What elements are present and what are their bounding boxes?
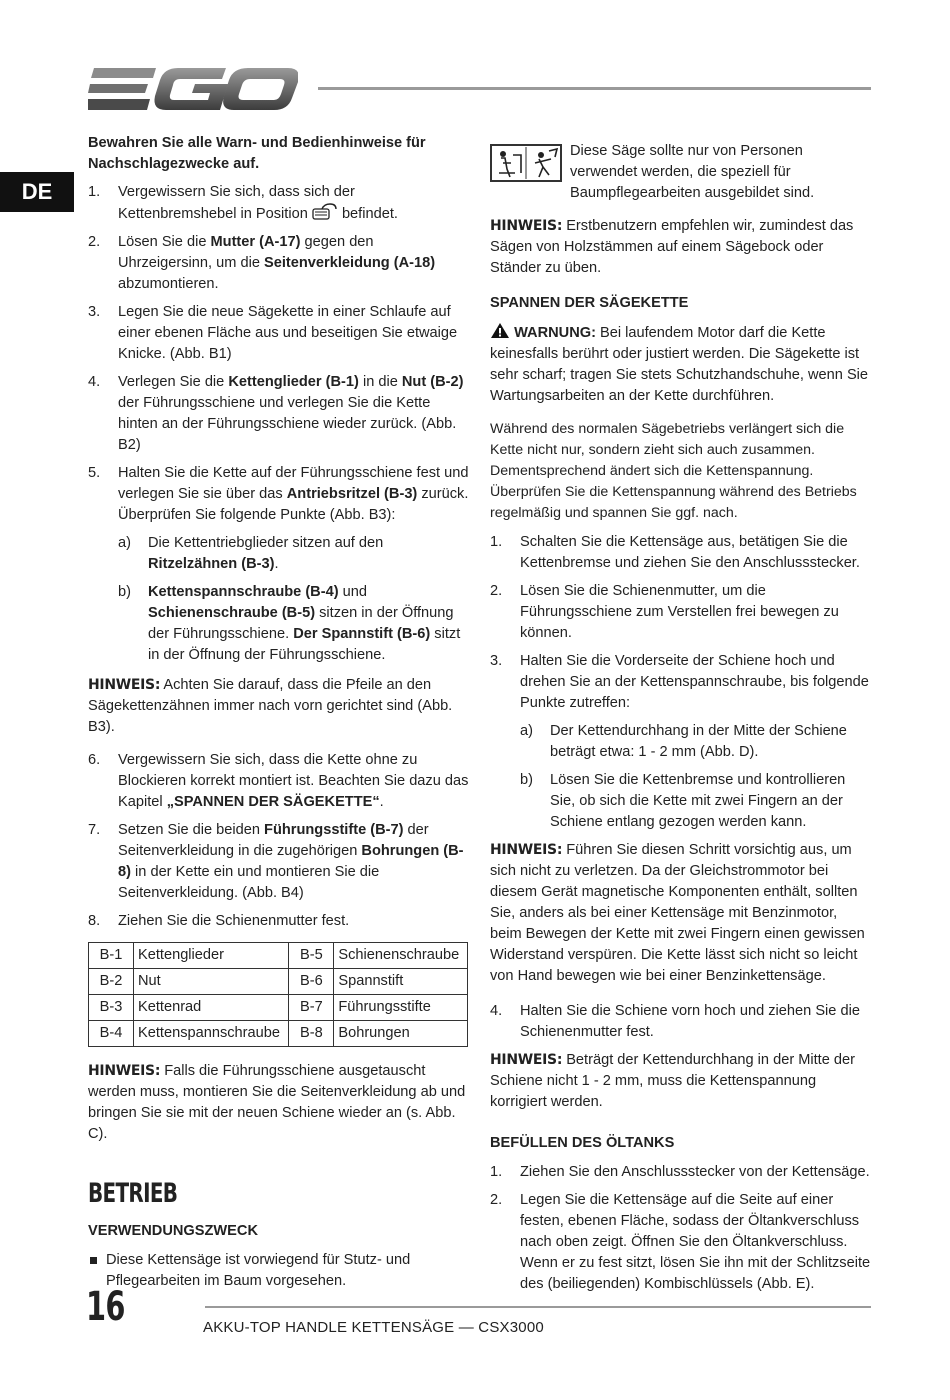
note-text: Falls die Führungsschiene ausgetauscht werden muss, montieren Sie die Seitenverkleidung ab und bringen Sie sie mit der neuen Schiene wieder an (s. Abb. C). [88, 1063, 466, 1142]
item-text: Halten Sie die Schiene vorn hoch und ziehen Sie die Schienenmutter fest. [520, 1003, 860, 1040]
note-text: Erstbenutzern empfehlen wir, zumindest das Sägen von Holzstämmen auf einem Sägebock oder Ständer zu üben. [490, 218, 854, 276]
item-text: sitzt in der Öffnung der Führungsschiene. [148, 626, 461, 663]
bold-term: Nut (B-2) [401, 374, 464, 390]
item-number: 1. [490, 534, 503, 550]
bold-term: Schienenschraube (B-5) [148, 605, 316, 621]
item-number: 8. [88, 913, 101, 929]
subheading-spannen: SPANNEN DER SÄGEKETTE [490, 295, 689, 311]
note-arrows [88, 675, 470, 738]
note-guide-bar [88, 1061, 470, 1145]
note-label: HINWEIS: [490, 1052, 563, 1068]
item-number: 2. [490, 583, 503, 599]
list-item [118, 582, 470, 666]
item-body [118, 304, 457, 362]
item-text: Halten Sie die Kette auf der Führungsschiene fest und verlegen Sie sie über das [118, 465, 469, 502]
list-item [88, 182, 470, 225]
note-label: HINWEIS: [490, 218, 563, 234]
list-item [88, 463, 470, 666]
item-number: 7. [88, 822, 101, 838]
note-label: HINWEIS: [88, 677, 161, 693]
item-body [118, 913, 349, 929]
warning-label: WARNUNG: [514, 325, 596, 341]
item-body: Ziehen Sie den Anschlussstecker von der Kettensäge. [520, 1164, 870, 1180]
table-row [89, 943, 468, 969]
item-body [118, 374, 464, 453]
parts-table [88, 942, 468, 1047]
list-item [520, 721, 872, 763]
footer-rule [205, 1306, 871, 1308]
language-tab: DE [0, 172, 74, 212]
sub-list [118, 533, 470, 666]
table-row [89, 1021, 468, 1047]
list-item [490, 1162, 872, 1183]
bold-term: Kettenglieder (B-1) [228, 374, 359, 390]
item-number: a) [520, 723, 533, 739]
note-chain-sag [490, 1050, 872, 1113]
item-text: Setzen Sie die beiden [118, 822, 265, 838]
item-number: 1. [88, 184, 101, 200]
item-text: in die [358, 374, 402, 390]
oil-steps [490, 1162, 872, 1295]
part-name-cell: Kettenglieder [134, 943, 289, 969]
right-column [490, 141, 872, 1302]
bold-term: Mutter (A-17) [210, 234, 301, 250]
part-code-cell: B-8 [289, 1021, 334, 1047]
list-item [88, 232, 470, 295]
item-body [148, 584, 460, 663]
item-number: 1. [490, 1164, 503, 1180]
arborist-warning [490, 141, 872, 204]
item-number: 6. [88, 752, 101, 768]
item-text: gegen den Uhrzeigersinn, um die [118, 234, 374, 271]
item-body: Schalten Sie die Kettensäge aus, betätigen Sie die Kettenbremse und ziehen Sie den Anschlussstecker. [520, 534, 860, 571]
note-text: Führen Sie diesen Schritt vorsichtig aus, um sich nicht zu verletzen. Da der Gleichstrommotor bei diesem Gerät magnetische Komponenten enthält, sollten Sie, anders als bei einer Kettensäge mit Benzinmotor, beim Bewegen der Kette mit zwei Fingern einen gewissen Widerstand verspüren. Die Kette lässt sich nicht so leicht von Hand bewegen wie bei einer Benzinkettensäge. [490, 842, 865, 984]
section-heading-betrieb: BETRIEB [88, 1178, 178, 1209]
part-name-cell: Schienenschraube [334, 943, 468, 969]
item-number: 4. [490, 1003, 503, 1019]
item-text: Ziehen Sie die Schienenmutter fest. [118, 913, 350, 929]
item-body [118, 234, 435, 292]
list-item [490, 651, 872, 833]
bold-term: Kettenspannschraube (B-4) [148, 584, 339, 600]
list-item [490, 581, 872, 644]
item-number: 2. [88, 234, 101, 250]
arborist-training-icon [490, 144, 562, 182]
part-name-cell: Bohrungen [334, 1021, 468, 1047]
item-text: Vergewissern Sie sich, dass die Kette ohne zu Blockieren korrekt montiert ist. Beachten Sie dazu das Kapitel [118, 752, 469, 810]
note-text: Achten Sie darauf, dass die Pfeile an den Sägekettenzähnen immer nach vorn gerichtet sind (Abb. B3). [88, 677, 453, 735]
item-number: b) [118, 584, 131, 600]
item-text: . [274, 556, 279, 572]
part-code-cell: B-6 [289, 969, 334, 995]
list-item [490, 532, 872, 574]
subheading-verwendungszweck: VERWENDUNGSZWECK [88, 1223, 258, 1239]
item-body [118, 184, 398, 222]
part-code-cell: B-7 [289, 995, 334, 1021]
table-row [89, 969, 468, 995]
bold-term: Führungsstifte (B-7) [264, 822, 404, 838]
list-item [88, 302, 470, 365]
ego-logo [88, 62, 298, 116]
part-code-cell: B-5 [289, 943, 334, 969]
item-number: b) [520, 772, 533, 788]
item-body: Legen Sie die Kettensäge auf die Seite auf einer festen, ebenen Fläche, sodass der Öltankverschluss nach oben zeigt. Öffnen Sie den Öltankverschluss. Wenn er zu fest sitzt, lösen Sie ihn mit der Schlitzseite des (beiliegenden) Kombischlüssels (Abb. E). [520, 1192, 871, 1292]
note-first-users [490, 216, 872, 279]
item-text: Lösen Sie die [118, 234, 211, 250]
note-label: HINWEIS: [490, 842, 563, 858]
item-text: befindet. [337, 206, 398, 222]
subheading-oeltank: BEFÜLLEN DES ÖLTANKS [490, 1135, 675, 1151]
item-body [118, 465, 468, 523]
list-item [88, 911, 470, 932]
item-text: in der Kette ein und montieren Sie die Seitenverkleidung. (Abb. B4) [118, 864, 380, 901]
warning-chain [490, 322, 872, 407]
item-text: und [338, 584, 367, 600]
footer-title: AKKU-TOP HANDLE KETTENSÄGE — CSX3000 [203, 1319, 544, 1336]
part-code-cell: B-4 [89, 1021, 134, 1047]
item-text: Verlegen Sie die [118, 374, 229, 390]
item-body [118, 822, 464, 901]
bold-term: „SPANNEN DER SÄGEKETTE“ [166, 794, 380, 810]
item-body: Lösen Sie die Schienenmutter, um die Führungsschiene zum Verstellen frei bewegen zu können. [520, 583, 839, 641]
item-body [148, 535, 383, 572]
warning-text: Bei laufendem Motor darf die Kette keinesfalls berührt oder justiert werden. Die Sägekette ist sehr scharf; tragen Sie stets Schutzhandschuhe, wenn Sie Wartungsarbeiten an der Kette durchführen. [490, 325, 869, 404]
page-number: 16 [86, 1284, 125, 1330]
bullet-square-icon [90, 1257, 97, 1264]
list-item [490, 1001, 872, 1043]
table-row [89, 995, 468, 1021]
part-name-cell: Kettenrad [134, 995, 289, 1021]
list-item [118, 533, 470, 575]
item-text: . [379, 794, 384, 810]
item-text: Die Kettentriebglieder sitzen auf den [148, 535, 384, 551]
arborist-warning-text: Diese Säge sollte nur von Personen verwendet werden, die speziell für Baumpflegearbeiten ausgebildet sind. [570, 143, 815, 201]
item-body: Der Kettendurchhang in der Mitte der Schiene beträgt etwa: 1 - 2 mm (Abb. D). [550, 723, 847, 760]
warning-triangle-icon [490, 322, 510, 339]
assembly-steps [88, 182, 470, 666]
tension-paragraph: Während des normalen Sägebetriebs verlängert sich die Kette nicht nur, sondern zieht sich auch zusammen. Dementsprechend ändert sich die Kettenspannung. Überprüfen Sie die Kettenspannung während des Betriebs regelmäßig und spannen Sie ggf. nach. [490, 421, 857, 521]
tension-step-4 [490, 1001, 872, 1043]
assembly-steps-continued [88, 750, 470, 932]
item-text: der Führungsschiene und verlegen Sie die Kette hinten an der Führungsschiene wieder zurück. (Abb. B2) [118, 395, 457, 453]
item-text: der Seitenverkleidung in die zugehörigen [118, 822, 429, 859]
sub-list [520, 721, 872, 833]
header-rule [318, 87, 871, 90]
item-text: zurück. Überprüfen Sie folgende Punkte (Abb. B3): [118, 486, 469, 523]
item-number: a) [118, 535, 131, 551]
part-name-cell: Führungsstifte [334, 995, 468, 1021]
chain-brake-lever-icon [312, 203, 338, 221]
item-number: 2. [490, 1192, 503, 1208]
part-code-cell: B-1 [89, 943, 134, 969]
note-dc-motor [490, 840, 872, 987]
list-item [490, 1190, 872, 1295]
item-number: 5. [88, 465, 101, 481]
part-code-cell: B-3 [89, 995, 134, 1021]
usage-bullet-text: Diese Kettensäge ist vorwiegend für Stutz- und Pflegearbeiten im Baum vorgesehen. [106, 1252, 411, 1289]
bold-term: Seitenverkleidung (A-18) [264, 255, 436, 271]
part-name-cell: Spannstift [334, 969, 468, 995]
item-number: 3. [88, 304, 101, 320]
bold-term: Antriebsritzel (B-3) [286, 486, 418, 502]
list-item [88, 750, 470, 813]
part-name-cell: Kettenspannschraube [134, 1021, 289, 1047]
note-text: Beträgt der Kettendurchhang in der Mitte der Schiene nicht 1 - 2 mm, muss die Kettenspannung korrigiert werden. [490, 1052, 855, 1110]
list-item [88, 372, 470, 456]
bold-term: Bohrungen (B-8) [118, 843, 464, 880]
bold-term: Der Spannstift (B-6) [293, 626, 431, 642]
item-number: 3. [490, 653, 503, 669]
item-text: Legen Sie die neue Sägekette in einer Schlaufe auf einer ebenen Fläche aus und beseitigen Sie etwaige Knicke. (Abb. B1) [118, 304, 458, 362]
list-item [520, 770, 872, 833]
ego-logo-mark [88, 62, 298, 116]
part-name-cell: Nut [134, 969, 289, 995]
intro-text: Bewahren Sie alle Warn- und Bedienhinweise für Nachschlagezwecke auf. [88, 135, 426, 172]
item-number: 4. [88, 374, 101, 390]
note-label: HINWEIS: [88, 1063, 161, 1079]
tension-steps [490, 532, 872, 833]
part-code-cell: B-2 [89, 969, 134, 995]
left-column [88, 133, 470, 1292]
item-text: abzumontieren. [118, 276, 219, 292]
item-text: Vergewissern Sie sich, dass sich der Kettenbremshebel in Position [118, 184, 355, 222]
list-item [88, 820, 470, 904]
item-body [118, 752, 468, 810]
item-body: Lösen Sie die Kettenbremse und kontrollieren Sie, ob sich die Kette mit zwei Fingern an der Schiene entlang gezogen werden kann. [550, 772, 846, 830]
item-body: Halten Sie die Vorderseite der Schiene hoch und drehen Sie an der Kettenspannschraube, bis folgende Punkte zutreffen: [520, 653, 869, 711]
bold-term: Ritzelzähnen (B-3) [148, 556, 275, 572]
item-text: sitzen in der Öffnung der Führungsschiene. [148, 605, 454, 642]
usage-bullet [88, 1250, 470, 1292]
